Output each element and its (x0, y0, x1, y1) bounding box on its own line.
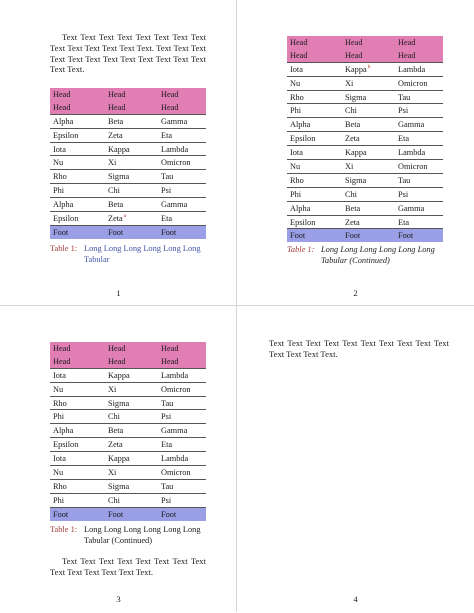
table-row (287, 160, 443, 174)
table-row (50, 410, 206, 424)
col-3-cell: Tau (158, 479, 206, 493)
col-2-cell: Sigma (105, 479, 158, 493)
table-row (287, 146, 443, 160)
page-2 (237, 0, 474, 306)
table-row (287, 90, 443, 104)
header-cell: Head (50, 101, 105, 114)
page-4 (237, 306, 474, 612)
col-2-cell: Chi (105, 410, 158, 424)
page-1 (0, 0, 237, 306)
page-number: 3 (116, 594, 121, 604)
col-2-cell: Zeta (342, 132, 395, 146)
table-row (287, 201, 443, 215)
table-row (287, 76, 443, 90)
footer-row (287, 229, 443, 242)
long-table-continued (50, 342, 206, 521)
col-3-cell: Eta (158, 128, 206, 142)
col-2-cell: Zeta (105, 438, 158, 452)
col-2-cell: Kappa$^b$ (342, 62, 395, 76)
header-cell: Head (342, 49, 395, 62)
col-3-cell: Eta (158, 212, 206, 226)
col-2-cell: Xi (105, 382, 158, 396)
col-2-cell: Chi (342, 187, 395, 201)
table-row (287, 104, 443, 118)
col-1-cell: Phi (50, 493, 105, 507)
caption-label: Table 1: (50, 525, 78, 534)
body-paragraph: Text Text Text Text Text Text Text Text Text Text Text Text Text Text. (269, 338, 449, 359)
col-1-cell: Rho (287, 173, 342, 187)
footer-cell: Foot (158, 225, 206, 238)
col-2-cell: Beta (342, 201, 395, 215)
col-3-cell: Eta (158, 438, 206, 452)
col-3-cell: Omicron (395, 76, 443, 90)
col-2-cell: Beta (342, 118, 395, 132)
col-3-cell: Tau (158, 170, 206, 184)
col-1-cell: Phi (50, 410, 105, 424)
col-3-cell: Gamma (158, 114, 206, 128)
table-caption (287, 244, 447, 266)
table-row (50, 198, 206, 212)
table-row (50, 128, 206, 142)
col-2-cell: Xi (105, 466, 158, 480)
footer-cell: Foot (158, 507, 206, 520)
col-3-cell: Eta (395, 215, 443, 229)
col-3-cell: Tau (395, 173, 443, 187)
col-3-cell: Omicron (158, 466, 206, 480)
col-3-cell: Gamma (158, 198, 206, 212)
table-row (287, 118, 443, 132)
col-3-cell: Tau (395, 90, 443, 104)
col-2-cell: Zeta (105, 128, 158, 142)
page-number: 4 (353, 594, 358, 604)
header-cell: Head (50, 342, 105, 355)
table-row (50, 184, 206, 198)
table-row (50, 382, 206, 396)
header-cell: Head (395, 49, 443, 62)
table-row (50, 479, 206, 493)
footer-cell: Foot (342, 229, 395, 242)
col-3-cell: Lambda (158, 452, 206, 466)
col-1-cell: Phi (287, 104, 342, 118)
long-table-continued (287, 36, 443, 242)
col-2-cell: Sigma (342, 173, 395, 187)
col-2-cell: Zeta (342, 215, 395, 229)
col-1-cell: Epsilon (287, 132, 342, 146)
col-2-cell: Sigma (342, 90, 395, 104)
col-1-cell: Epsilon (50, 438, 105, 452)
page-3 (0, 306, 237, 612)
col-2-cell: Xi (342, 76, 395, 90)
col-3-cell: Gamma (395, 201, 443, 215)
long-table (50, 88, 206, 239)
header-cell: Head (158, 342, 206, 355)
table-row (287, 187, 443, 201)
col-1-cell: Iota (50, 452, 105, 466)
table-row (50, 396, 206, 410)
footer-cell: Foot (105, 507, 158, 520)
table-row (50, 438, 206, 452)
col-1-cell: Epsilon (50, 128, 105, 142)
header-row (50, 101, 206, 114)
col-3-cell: Lambda (158, 368, 206, 382)
header-cell: Head (287, 36, 342, 49)
col-3-cell: Gamma (395, 118, 443, 132)
col-3-cell: Tau (158, 396, 206, 410)
header-row (287, 36, 443, 49)
header-row (50, 355, 206, 368)
table-caption (50, 524, 210, 546)
col-1-cell: Iota (287, 146, 342, 160)
caption-text: Long Long Long Long Long Long Tabular (Continued) (84, 525, 201, 545)
col-1-cell: Rho (50, 396, 105, 410)
col-3-cell: Psi (395, 104, 443, 118)
caption-text: Long Long Long Long Long Long Tabular (84, 244, 201, 264)
footer-cell: Foot (105, 225, 158, 238)
col-3-cell: Lambda (395, 62, 443, 76)
header-cell: Head (158, 355, 206, 368)
table-row (50, 170, 206, 184)
header-cell: Head (395, 36, 443, 49)
body-paragraph: Text Text Text Text Text Text Text Text Text Text Text Text Text Text. Text Text Text Text Text Text Text Text Text Text Text Text Text Text. (50, 32, 206, 75)
header-cell: Head (287, 49, 342, 62)
col-1-cell: Nu (50, 466, 105, 480)
col-1-cell: Alpha (50, 424, 105, 438)
table-row (50, 114, 206, 128)
col-2-cell: Chi (105, 493, 158, 507)
table-caption (50, 243, 210, 265)
footer-row (50, 507, 206, 520)
footnote-mark[interactable]: a (123, 213, 127, 220)
caption-label: Table 1: (50, 244, 78, 253)
col-1-cell: Nu (50, 382, 105, 396)
col-2-cell: Xi (105, 156, 158, 170)
col-1-cell: Alpha (50, 114, 105, 128)
footer-cell: Foot (50, 225, 105, 238)
table-row (50, 156, 206, 170)
col-1-cell: Rho (50, 479, 105, 493)
col-1-cell: Epsilon (50, 212, 105, 226)
table-row (50, 452, 206, 466)
col-1-cell: Alpha (287, 118, 342, 132)
footer-row (50, 225, 206, 238)
col-3-cell: Psi (158, 184, 206, 198)
col-2-cell: Beta (105, 198, 158, 212)
header-row (287, 49, 443, 62)
body-paragraph: Text Text Text Text Text Text Text Text Text Text Text Text Text Text. (50, 556, 206, 577)
header-cell: Head (342, 36, 395, 49)
col-1-cell: Phi (287, 187, 342, 201)
col-1-cell: Nu (287, 76, 342, 90)
table-row (50, 424, 206, 438)
caption-text: Long Long Long Long Long Long Tabular (Continued) (321, 245, 435, 265)
col-2-cell: Chi (105, 184, 158, 198)
page-number: 1 (116, 288, 121, 298)
col-1-cell: Epsilon (287, 215, 342, 229)
page-number: 2 (353, 288, 358, 298)
col-2-cell: Kappa (105, 452, 158, 466)
col-2-cell: Beta (105, 424, 158, 438)
header-cell: Head (158, 88, 206, 101)
col-2-cell: Sigma (105, 170, 158, 184)
table-row (50, 493, 206, 507)
col-1-cell: Iota (50, 142, 105, 156)
col-2-cell: Zeta$^a$ (105, 212, 158, 226)
col-2-cell: Kappa (105, 142, 158, 156)
col-3-cell: Omicron (158, 382, 206, 396)
header-cell: Head (158, 101, 206, 114)
col-2-cell: Sigma (105, 396, 158, 410)
header-cell: Head (50, 355, 105, 368)
col-3-cell: Lambda (158, 142, 206, 156)
header-cell: Head (105, 88, 158, 101)
footer-cell: Foot (50, 507, 105, 520)
table-row (50, 368, 206, 382)
table-row (287, 62, 443, 76)
col-1-cell: Nu (287, 160, 342, 174)
col-3-cell: Gamma (158, 424, 206, 438)
col-3-cell: Lambda (395, 146, 443, 160)
col-3-cell: Psi (395, 187, 443, 201)
header-cell: Head (105, 355, 158, 368)
table-row (287, 173, 443, 187)
col-1-cell: Iota (287, 62, 342, 76)
col-3-cell: Psi (158, 410, 206, 424)
table-row (287, 215, 443, 229)
header-cell: Head (50, 88, 105, 101)
col-1-cell: Iota (50, 368, 105, 382)
col-1-cell: Nu (50, 156, 105, 170)
col-1-cell: Alpha (287, 201, 342, 215)
col-2-cell: Xi (342, 160, 395, 174)
table-row (50, 466, 206, 480)
caption-label: Table 1: (287, 245, 315, 254)
col-1-cell: Phi (50, 184, 105, 198)
col-1-cell: Rho (287, 90, 342, 104)
col-2-cell: Beta (105, 114, 158, 128)
col-3-cell: Eta (395, 132, 443, 146)
table-row (50, 142, 206, 156)
col-2-cell: Kappa (105, 368, 158, 382)
col-1-cell: Alpha (50, 198, 105, 212)
col-3-cell: Psi (158, 493, 206, 507)
footer-cell: Foot (395, 229, 443, 242)
table-row (50, 212, 206, 226)
col-2-cell: Kappa (342, 146, 395, 160)
footer-cell: Foot (287, 229, 342, 242)
header-cell: Head (105, 342, 158, 355)
header-cell: Head (105, 101, 158, 114)
col-3-cell: Omicron (395, 160, 443, 174)
header-row (50, 88, 206, 101)
footnote-mark[interactable]: b (367, 64, 371, 71)
table-row (287, 132, 443, 146)
header-row (50, 342, 206, 355)
col-1-cell: Rho (50, 170, 105, 184)
col-3-cell: Omicron (158, 156, 206, 170)
col-2-cell: Chi (342, 104, 395, 118)
